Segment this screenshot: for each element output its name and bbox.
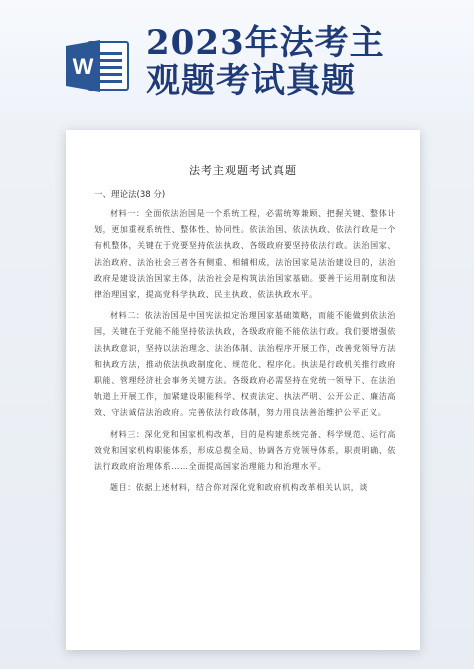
logo-letter: W xyxy=(72,54,94,79)
paragraph-material-2: 材料二：依法治国是中国宪法拟定治理国家基础策略，而能不能做到依法治国，关键在于党能不能坚持依法执政，各级政府能不能依法行政。我们要增强依法执政意识，坚持以法治理念、法治体制、法治程序开展工作，改善党领导方法和执政方法，推动依法执政制度化、规范化、程序化。执法是行政机关推行政府职能、管理经济社会事务关键方法。各级政府必需坚持在党统一领导下、在法治轨道上开展工作，加紧建设职能科学、权责法定、执法严明、公开公正、廉洁高效、守法诚信法治政府。完善依法行政体制，努力用良法善治维护公平正义。 xyxy=(94,311,396,418)
question-text: 题目：依据上述材料，结合你对深化党和政府机构改革相关认识，谈 xyxy=(110,483,368,493)
title-line-2: 观题考试真题 xyxy=(146,61,356,101)
page-title xyxy=(146,24,385,100)
paragraph-material-1: 材料一：全面依法治国是一个系统工程，必需统筹兼顾、把握关键、整体计划，更加重视系统性、整体性、协同性。依法治国、依法执政、依法行政是一个有机整体，关键在于党要坚持依法执政、各级政府要坚持依法行政。法治国家、法治政府、法治社会三者各有侧重、相辅相成，法治国家是法治建设目的，法治政府是建设法治国家主体，法治社会是构筑法治国家基础。要善于运用制度和法律治理国家，提高党科学执政、民主执政、依法执政水平。 xyxy=(94,209,396,300)
header-banner xyxy=(0,0,474,120)
word-document-icon xyxy=(66,38,130,94)
title-line-1: 2023年法考主 xyxy=(146,23,385,63)
paragraph-material-3: 材料三：深化党和国家机构改革，目的是构建系统完备、科学规范、运行高效党和国家机构职能体系，形成总揽全局、协调各方党领导体系，职责明确、依法行政政府治理体系……全面提高国家治理能力和治理水平。 xyxy=(94,429,396,472)
document-title: 法考主观题考试真题 xyxy=(189,164,297,177)
section-heading: 一、理论法(38 分) xyxy=(94,190,166,200)
document-body xyxy=(94,206,396,496)
document-page xyxy=(66,130,420,650)
